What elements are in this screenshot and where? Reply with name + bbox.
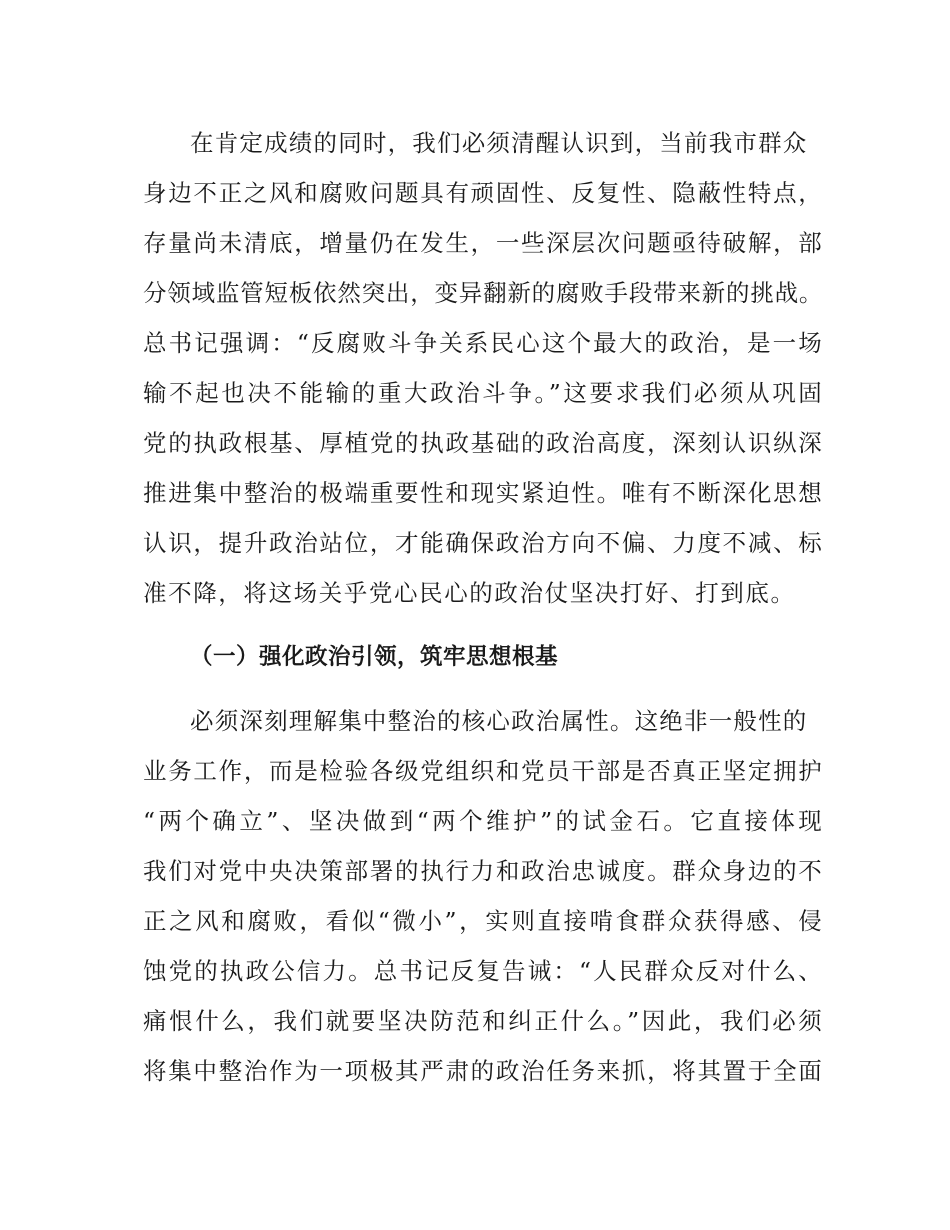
paragraph1-line-8: 推进集中整治的极端重要性和现实紧迫性。唯有不断深化思想 <box>143 479 823 507</box>
paragraph1-line-4: 分领域监管短板依然突出，变异翻新的腐败手段带来新的挑战。 <box>143 279 823 307</box>
paragraph1-line-1: 在肯定成绩的同时，我们必须清醒认识到，当前我市群众 <box>190 129 808 157</box>
paragraph1-line-7: 党的执政根基、厚植党的执政基础的政治高度，深刻认识纵深 <box>143 429 823 457</box>
paragraph2-line-7: 痛恨什么，我们就要坚决防范和纠正什么。”因此，我们必须 <box>143 1007 823 1035</box>
paragraph1-line-5: 总书记强调：“反腐败斗争关系民心这个最大的政治，是一场 <box>143 329 823 357</box>
paragraph2-line-4: 我们对党中央决策部署的执行力和政治忠诚度。群众身边的不 <box>143 857 823 885</box>
paragraph2-line-8: 将集中整治作为一项极其严肃的政治任务来抓，将其置于全面 <box>143 1057 823 1085</box>
paragraph1-line-6: 输不起也决不能输的重大政治斗争。”这要求我们必须从巩固 <box>143 379 823 407</box>
paragraph1-line-3: 存量尚未清底，增量仍在发生，一些深层次问题亟待破解，部 <box>143 229 823 257</box>
paragraph1-line-10: 准不降，将这场关乎党心民心的政治仗坚决打好、打到底。 <box>143 579 796 607</box>
paragraph2-line-1: 必须深刻理解集中整治的核心政治属性。这绝非一般性的 <box>190 707 808 735</box>
paragraph2-line-3: “两个确立”、坚决做到“两个维护”的试金石。它直接体现 <box>143 807 823 835</box>
paragraph1-line-2: 身边不正之风和腐败问题具有顽固性、反复性、隐蔽性特点， <box>143 179 823 207</box>
paragraph2-line-6: 蚀党的执政公信力。总书记反复告诫：“人民群众反对什么、 <box>143 957 823 985</box>
section-heading: （一）强化政治引领，筑牢思想根基 <box>190 644 559 670</box>
paragraph2-line-5: 正之风和腐败，看似“微小”，实则直接啃食群众获得感、侵 <box>143 907 823 935</box>
paragraph2-line-2: 业务工作，而是检验各级党组织和党员干部是否真正坚定拥护 <box>143 757 823 785</box>
paragraph1-line-9: 认识，提升政治站位，才能确保政治方向不偏、力度不减、标 <box>143 529 823 557</box>
